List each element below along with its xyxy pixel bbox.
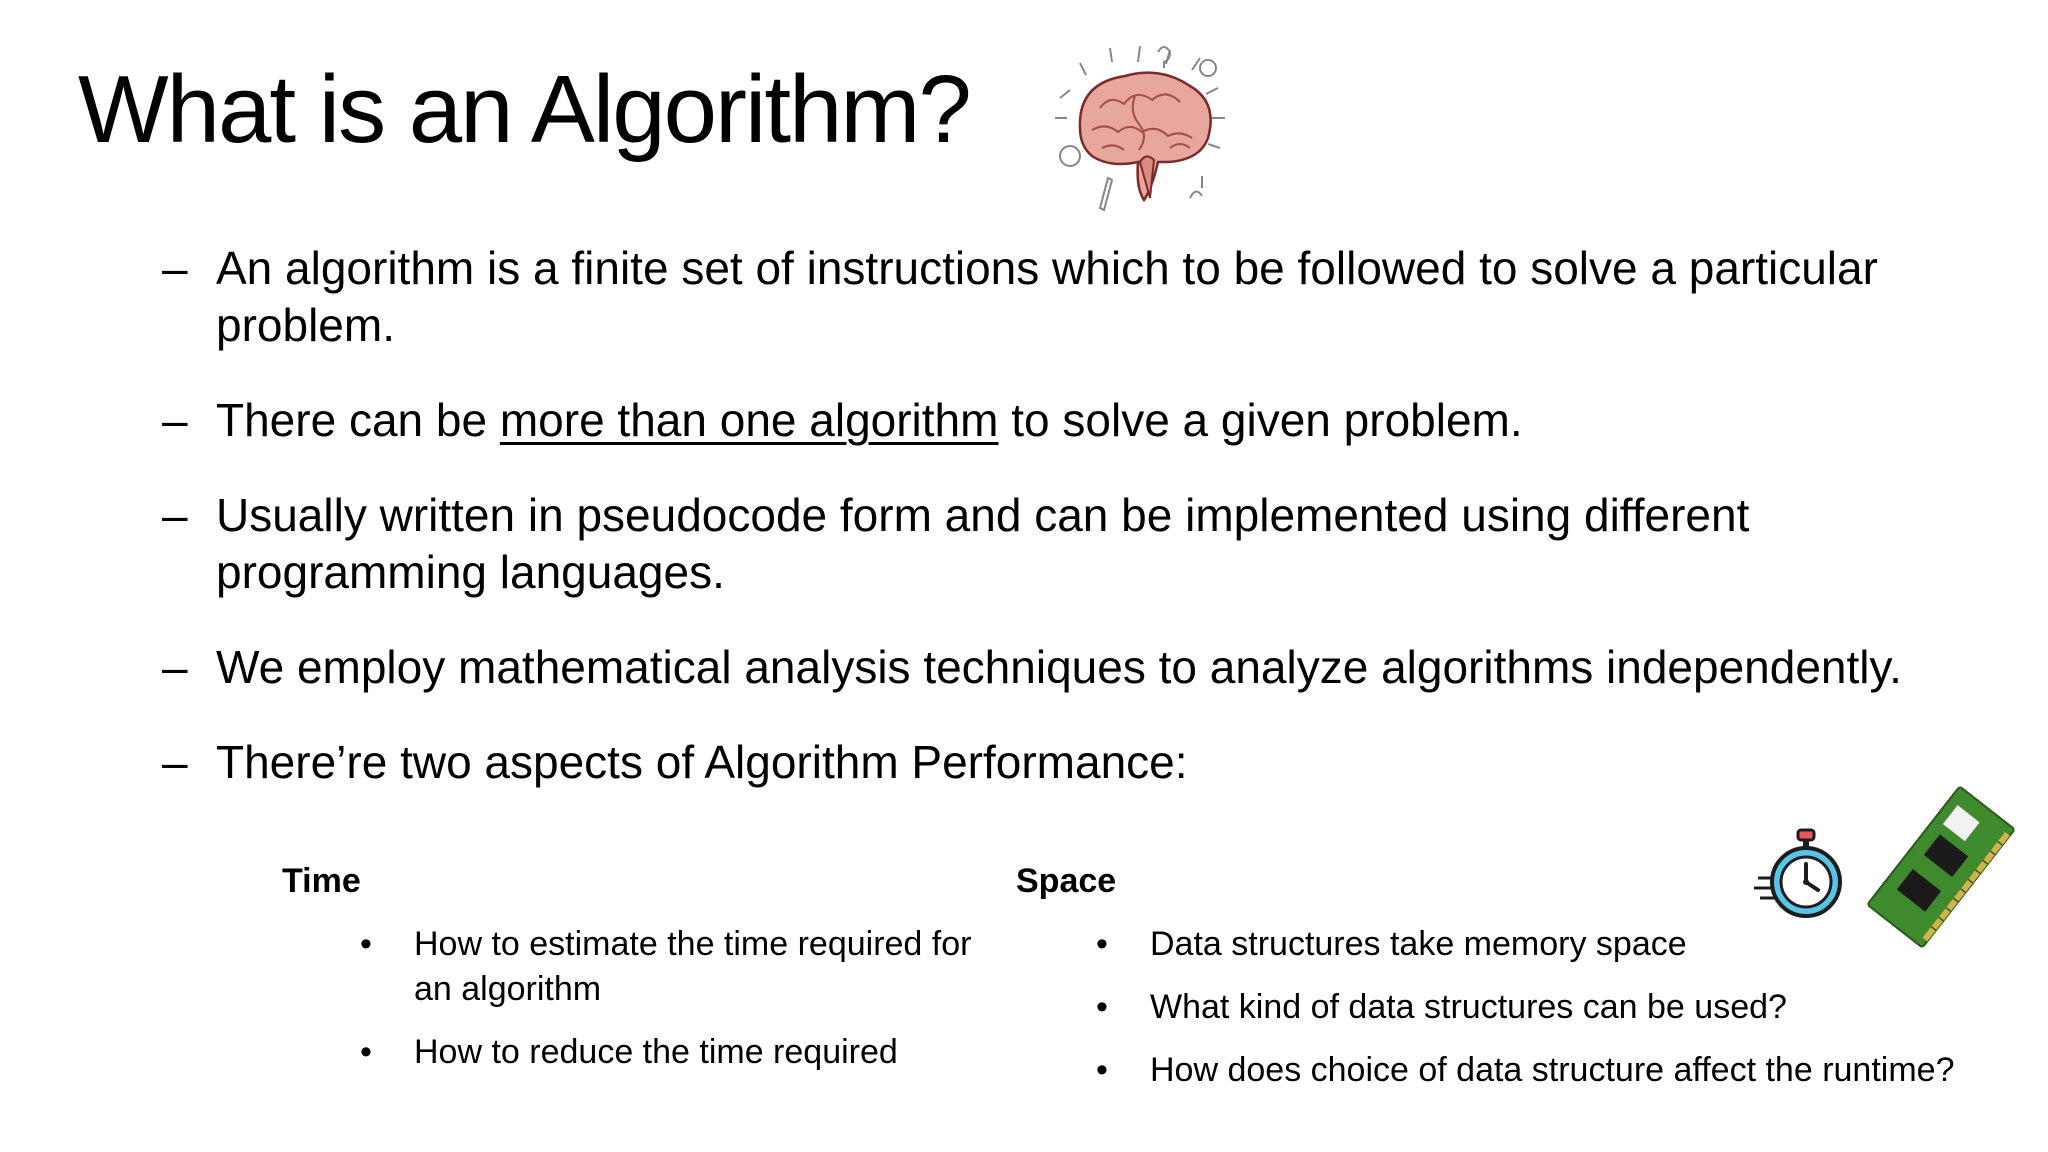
time-list [360,922,980,1093]
space-heading: Space [1016,862,1117,900]
dash-marker: – [162,242,188,294]
ram-module-icon [1866,782,2016,952]
bullet-performance-aspects [162,734,1982,791]
time-heading: Time [282,862,361,900]
bullet-algorithm-definition [162,240,1982,354]
bullet-text: There can be [216,394,500,446]
time-list-item [360,1030,980,1075]
dash-marker: – [162,394,188,446]
bullet-text-emphasis: more than one algorithm [499,394,999,446]
dash-marker: – [162,489,188,541]
time-list-item [360,922,980,1012]
bullet-list [162,240,1982,829]
bullet-text: Usually written in pseudocode form and can be implemented using different programming languages. [216,489,1750,598]
bullet-text-tail: to solve a given problem. [998,394,1523,446]
space-item-text: Data structures take memory space [1150,925,1687,963]
bullet-dot: • [1096,1051,1108,1089]
bullet-text: We employ mathematical analysis techniques to analyze algorithms independently. [216,641,1902,693]
bullet-mathematical-analysis [162,639,1982,696]
space-item-text: How does choice of data structure affect the runtime? [1150,1051,1955,1089]
dash-marker: – [162,736,188,788]
dash-marker: – [162,641,188,693]
bullet-text: An algorithm is a finite set of instructions which to be followed to solve a particular problem. [216,242,1878,351]
slide-title: What is an Algorithm? [78,56,970,163]
space-list-item [1096,985,2036,1030]
time-item-text: How to reduce the time required [414,1033,898,1071]
bullet-dot: • [1096,925,1108,963]
bullet-text: There’re two aspects of Algorithm Performance: [216,736,1188,788]
stopwatch-icon [1752,826,1852,926]
space-item-text: What kind of data structures can be used? [1150,988,1787,1026]
bullet-dot: • [360,1033,372,1071]
bullet-dot: • [1096,988,1108,1026]
brain-illustration-icon [1040,38,1240,218]
time-item-text: How to estimate the time required for an algorithm [414,925,972,1008]
bullet-dot: • [360,925,372,963]
space-list-item [1096,1048,2036,1093]
bullet-multiple-algorithms [162,392,1982,449]
bullet-pseudocode [162,487,1982,601]
